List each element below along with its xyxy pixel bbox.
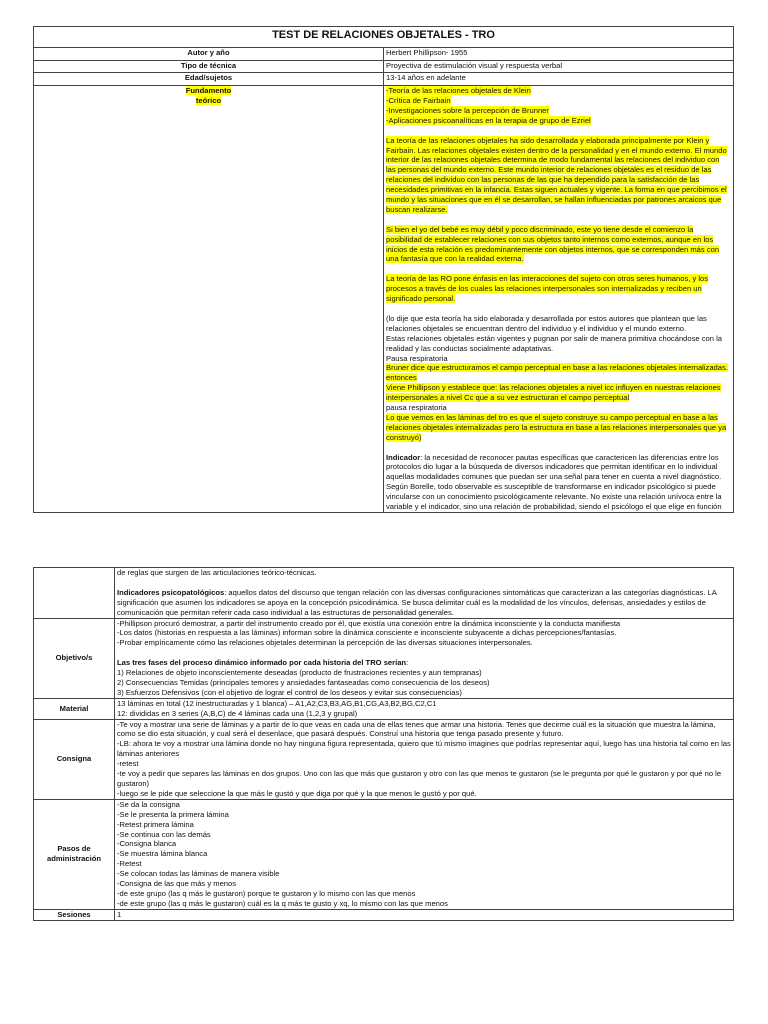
fase-item: 1) Relaciones de objeto inconscientemente deseadas (producto de frustraciones recientes y aun tempranas): [117, 668, 482, 678]
indicador-text: : la necesidad de reconocer pautas específicas que caractericen las diferencias entre los protocolos dio lugar a la búsqueda de diversos indicadores que permitan identificar en lo individual aquellas modalidades comunes que puedan ser una señal para tener en cuenta a nivel diagnóstico.: [386, 452, 722, 482]
psico-paragraph: [117, 588, 731, 618]
label-fundamento-line2: teórico: [195, 96, 222, 106]
row-tecnica: [34, 60, 734, 73]
consigna-item: -LB: ahora te voy a mostrar una lámina donde no hay ninguna figura representada, quiero que tú mismo imagines que podrías representar aquí, luego has una historia tal como en las láminas anteriores: [117, 739, 731, 759]
entonces-line: entonces: [386, 373, 417, 383]
value-pasos: [115, 799, 734, 909]
label-material: Material: [34, 698, 115, 719]
page-2-table: [33, 567, 734, 921]
row-fundamento: [34, 86, 734, 513]
indicador-term: Indicador: [386, 452, 421, 462]
page-title: TEST DE RELACIONES OBJETALES - TRO: [34, 27, 734, 48]
label-tecnica: Tipo de técnica: [34, 60, 384, 73]
value-objetivo: [115, 618, 734, 698]
borelle-paragraph: Según Borelle, todo observable es susceptible de transformarse en indicador psicológico si puede vincularse con un conocimiento psicológicamente relevante. No existe una relación unívoca entre la variable y el indicador, sino una relación de probabilidad, siendo el psicólogo el que elige en función: [386, 482, 722, 512]
theory-item: -Aplicaciones psicoanalíticas en la terapia de grupo de Ezriel: [386, 115, 591, 125]
row-objetivo: [34, 618, 734, 698]
objetivo-item: -Phillipson procuró demostrar, a partir del instrumento creado por él, que existía una conexión entre la dinámica inconsciente y la conducta manifiesta: [117, 618, 621, 628]
continuation-line: de reglas que surgen de las articulaciones teórico-técnicas.: [117, 568, 317, 577]
label-fundamento: [34, 86, 384, 513]
indicador-paragraph: [386, 453, 731, 483]
paso-item: -Se muestra lámina blanca: [117, 849, 208, 859]
row-edad: [34, 73, 734, 86]
label-objetivo: Objetivo/s: [34, 618, 115, 698]
consigna-item: -Te voy a mostrar una serie de láminas y a partir de lo que veas en cada una de ellas tenes que armar una historia. Tenes que decirme cuál es la situación que muestra la lámina, como se dio esta situación, y cual será el desenlace, que pasará después. Construí una historia que tenga pasado presente y futuro.: [117, 719, 716, 739]
value-continuation: [115, 568, 734, 619]
label-fundamento-line1: Fundamento: [185, 86, 232, 96]
label-sesiones: Sesiones: [34, 909, 115, 920]
objetivo-item: -Los datos (historias en respuesta a las láminas) informan sobre la dinámica consciente e inconsciente subyacente a dichas percepciones/fantasías.: [117, 628, 617, 638]
paso-item: -Se continua con las demás: [117, 829, 211, 839]
paso-item: -Se le presenta la primera lámina: [117, 809, 229, 819]
psico-text: : aquellos datos del discurso que tengan relación con las diversas configuraciones sintomáticas que caracterizan a las categorías diagnósticas. LA significación que asumen los indicadores se apoya en la concepción psicodinámica. Se busca delimitar cuál es la modalidad de los vínculos, defensas, ansiedades y estilos de comunicación que permitan referir cada caso individual a las estructuras de personalidad generales.: [117, 587, 717, 617]
row-pasos: [34, 799, 734, 909]
fase-item: 3) Esfuerzos Defensivos (con el objetivo de lograr el control de los deseos y evitar sus consecuencias): [117, 687, 462, 697]
paso-item: -Consigna blanca: [117, 839, 177, 849]
material-line-2: 12: divididas en 3 series (A,B,C) de 4 láminas cada una (1,2,3 y grupal): [117, 708, 358, 718]
pausa-1: Pausa respiratoria: [386, 353, 448, 363]
paragraph-2: Si bien el yo del bebé es muy débil y poco discriminado, este yo tiene desde el comienzo la posibilidad de establecer relaciones con sus objetos tanto internos como externos, aunque en los inicios de esta relación es predominantemente con objetos internos, que se corresponden más con una fantasía que con la realidad externa.: [386, 224, 720, 264]
paso-item: -Consigna de las que más y menos: [117, 879, 237, 889]
value-tecnica: Proyectiva de estimulación visual y respuesta verbal: [384, 60, 734, 73]
fase-item: 2) Consecuencias Temidas (principales temores y ansiedades fantaseadas como consecuencia de los deseos): [117, 677, 490, 687]
fases-heading: Las tres fases del proceso dinámico informado por cada historia del TRO serían:: [117, 658, 409, 668]
value-fundamento: [384, 86, 734, 513]
row-material: [34, 698, 734, 719]
paragraph-1: La teoría de las relaciones objetales ha sido desarrollada y elaborada principalmente por Klein y Fairbain. Las relaciones objetales existen dentro de la personalidad y en el mundo externo. El mundo interior de las relaciones objetales determina de modo fundamental las relaciones del individuo con las personas del mundo externo. Este mundo interior de relaciones objetales es el residuo de las relaciones del individuo con las personas de las que ha dependido para la satisfacción de las necesidades primitivas en la infancia. Estas siguen actuales y vigente. La forma en que percibimos el mundo y las situaciones que en él se desarrollan, se hallan influenciadas por patrones arcaicos que buscan realizarse.: [386, 135, 727, 214]
paragraph-4: (lo dije que esta teoría ha sido elaborada y desarrollada por estos autores que plantean que las relaciones objetales se encuentran dentro del individuo y el individuo y el mundo externo.: [386, 313, 707, 333]
paso-item: -de este grupo (las q más le gustaron) porque te gustaron y lo mismo con las que menos: [117, 888, 416, 898]
label-pasos: [34, 799, 115, 909]
consigna-item: -te voy a pedir que separes las láminas en dos grupos. Uno con las que más que gustaron y otro con las que menos te gustaron (se le pregunta por qué le gustaron y por qué no le gustaron): [117, 769, 722, 788]
paragraph-3: La teoría de las RO pone énfasis en las interacciones del sujeto con otros seres humanos, y los procesos a través de los cuales las relaciones interpersonales son internalizadas y reciben un significado personal.: [386, 274, 709, 304]
fases-title: Las tres fases del proceso dinámico informado por cada historia del TRO serían: [117, 658, 407, 668]
row-sesiones: [34, 909, 734, 920]
theory-item: -Crítica de Fairbain: [386, 96, 451, 106]
value-autor: Herbert Phillipson- 1955: [384, 47, 734, 60]
bruner-line: Bruner dice que estructuramos el campo perceptual en base a las relaciones objetales internalizadas.: [386, 363, 728, 373]
value-consigna: [115, 719, 734, 799]
theory-item: -Teoría de las relaciones objetales de Klein: [386, 86, 531, 96]
row-autor: [34, 47, 734, 60]
loque-line: Lo que vemos en las láminas del tro es que el sujeto construye su campo perceptual en base a las relaciones objetales internalizadas pero la estructura en base a las relaciones interpersonales que ya construyó): [386, 412, 727, 442]
consigna-item: -retest: [117, 759, 139, 769]
consigna-item: -luego se le pide que seleccione la que más le gustó y que diga por qué y la que menos le gustó y por qué.: [117, 788, 477, 798]
paso-item: -Retest: [117, 859, 142, 869]
paso-item: -Se da la consigna: [117, 799, 180, 809]
value-material: [115, 698, 734, 719]
label-pasos-line1: Pasos de: [57, 844, 91, 854]
paragraph-5: Estas relaciones objetales están vigentes y pugnan por salir de manera primitiva chocándose con la realidad y las conductas socialmente adaptativas.: [386, 333, 723, 353]
pausa-2: pausa respiratoria: [386, 403, 447, 413]
label-autor: Autor y año: [34, 47, 384, 60]
label-pasos-line2: administración: [46, 854, 101, 864]
paso-item: -Se colocan todas las láminas de manera visible: [117, 869, 280, 879]
page-1-table: [33, 26, 734, 513]
row-consigna: [34, 719, 734, 799]
value-sesiones: 1: [115, 909, 734, 920]
label-consigna: Consigna: [34, 719, 115, 799]
paso-item: -de este grupo (las q más le gustaron) cuál es la q más te gusto y xq, lo mismo con las que menos: [117, 898, 448, 908]
paso-item: -Retest primera lámina: [117, 819, 194, 829]
theory-item: -Investigaciones sobre la percepción de Brunner: [386, 105, 549, 115]
row-continuation: [34, 568, 734, 619]
label-edad: Edad/sujetos: [34, 73, 384, 86]
objetivo-item: -Probar empíricamente cómo las relaciones objetales determinan la percepción de las diversas situaciones interpersonales.: [117, 638, 533, 648]
psico-term: Indicadores psicopatológicos: [117, 587, 225, 597]
label-empty: [34, 568, 115, 619]
material-line-1: 13 láminas en total (12 inestructuradas y 1 blanca) – A1,A2,C3,B3,AG,B1,CG,A3,B2,BG,C2,C1: [117, 698, 437, 708]
viene-line: Viene Phillipson y establece que: las relaciones objetales a nivel icc influyen en nuestras relaciones interpersonales a nivel Cc que a su vez estructuran el campo perceptual: [386, 383, 721, 403]
title-row: [34, 27, 734, 48]
value-edad: 13-14 años en adelante: [384, 73, 734, 86]
